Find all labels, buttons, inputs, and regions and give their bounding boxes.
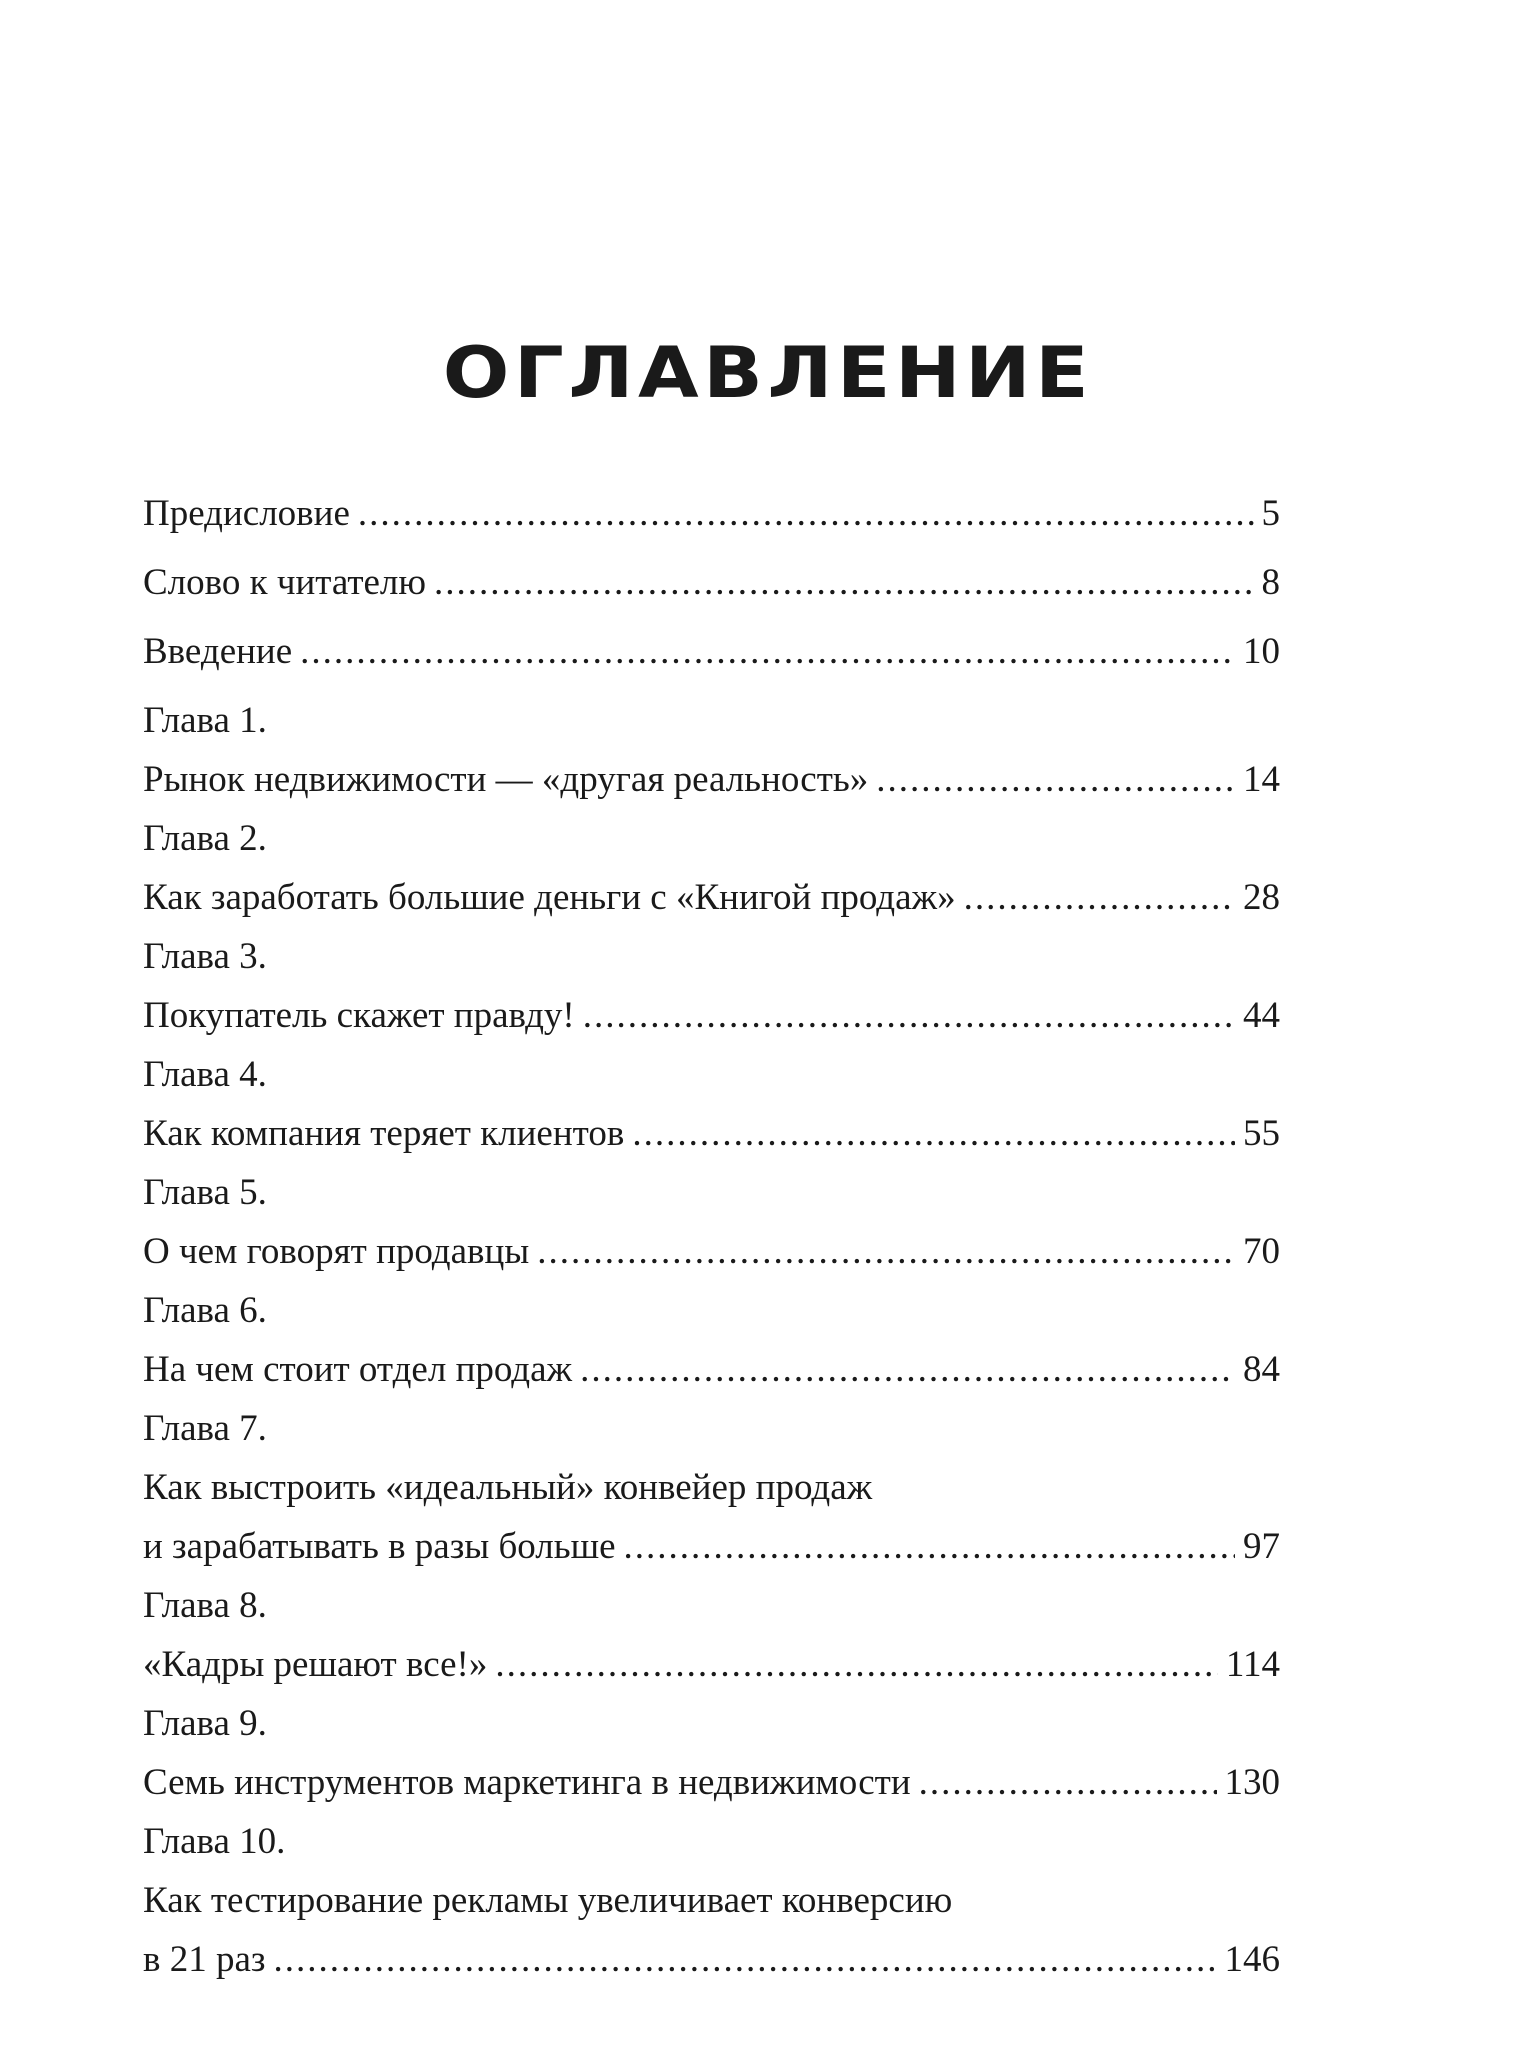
- toc-title-line: [143, 868, 1280, 927]
- chapter-number: Глава 5.: [143, 1172, 267, 1213]
- toc-title-text: «Кадры решают все!»: [143, 1644, 488, 1685]
- toc-chapter-label: [143, 809, 1280, 868]
- toc-entry[interactable]: [143, 691, 1280, 809]
- chapter-number: Глава 3.: [143, 936, 267, 977]
- toc-chapter-label: [143, 927, 1280, 986]
- page-number: 130: [1224, 1762, 1280, 1803]
- toc-title-line: [143, 1635, 1280, 1694]
- toc-title-text: О чем говорят продавцы: [143, 1231, 530, 1272]
- chapter-number: Глава 6.: [143, 1290, 267, 1331]
- toc-entry[interactable]: [143, 1812, 1280, 1989]
- toc-entry[interactable]: [143, 1163, 1280, 1281]
- toc-entry[interactable]: [143, 1399, 1280, 1576]
- toc-chapter-label: [143, 1576, 1280, 1635]
- page-number: 44: [1243, 995, 1280, 1036]
- toc-title-line: [143, 1930, 1280, 1989]
- chapter-number: Глава 8.: [143, 1585, 267, 1626]
- dot-leader: [300, 622, 1235, 681]
- toc-entry[interactable]: [143, 622, 1280, 681]
- toc-title-text: Покупатель скажет правду!: [143, 995, 575, 1036]
- toc-title-line: [143, 484, 1280, 543]
- entry-spacer: [143, 543, 1280, 553]
- toc-title-line: [143, 1517, 1280, 1576]
- toc-title-line: [143, 1458, 1280, 1517]
- toc-title-line: [143, 1104, 1280, 1163]
- dot-leader: [580, 1340, 1235, 1399]
- dot-leader: [876, 750, 1235, 809]
- page-number: 97: [1243, 1526, 1280, 1567]
- table-of-contents: [143, 484, 1280, 1989]
- toc-title-text: Как тестирование рекламы увеличивает конверсию: [143, 1880, 953, 1921]
- toc-chapter-label: [143, 1281, 1280, 1340]
- chapter-number: Глава 7.: [143, 1408, 267, 1449]
- toc-title-line: [143, 1222, 1280, 1281]
- dot-leader: [358, 484, 1254, 543]
- chapter-number: Глава 1.: [143, 700, 267, 741]
- toc-chapter-label: [143, 1045, 1280, 1104]
- page-number: 55: [1243, 1113, 1280, 1154]
- toc-title-line: [143, 553, 1280, 612]
- page-number: 5: [1261, 493, 1280, 534]
- chapter-number: Глава 10.: [143, 1821, 286, 1862]
- toc-title-text: в 21 раз: [143, 1939, 266, 1980]
- page-number: 28: [1243, 877, 1280, 918]
- toc-entry[interactable]: [143, 1281, 1280, 1399]
- toc-entry[interactable]: [143, 1576, 1280, 1694]
- toc-chapter-label: [143, 1399, 1280, 1458]
- toc-title-text: Введение: [143, 631, 293, 672]
- toc-chapter-label: [143, 1694, 1280, 1753]
- chapter-number: Глава 4.: [143, 1054, 267, 1095]
- toc-entry[interactable]: [143, 484, 1280, 543]
- dot-leader: [495, 1635, 1218, 1694]
- toc-chapter-label: [143, 691, 1280, 750]
- page-number: 84: [1243, 1349, 1280, 1390]
- dot-leader: [919, 1753, 1217, 1812]
- toc-title-text: Слово к читателю: [143, 562, 427, 603]
- toc-title-text: Как компания теряет клиентов: [143, 1113, 625, 1154]
- toc-title-line: [143, 622, 1280, 681]
- entry-spacer: [143, 612, 1280, 622]
- dot-leader: [964, 868, 1235, 927]
- toc-chapter-label: [143, 1163, 1280, 1222]
- toc-title-text: Рынок недвижимости — «другая реальность»: [143, 759, 869, 800]
- dot-leader: [583, 986, 1235, 1045]
- toc-entry[interactable]: [143, 927, 1280, 1045]
- toc-title-text: и зарабатывать в разы больше: [143, 1526, 616, 1567]
- toc-title-line: [143, 1871, 1280, 1930]
- toc-title-line: [143, 986, 1280, 1045]
- toc-title-line: [143, 1340, 1280, 1399]
- page-number: 10: [1243, 631, 1280, 672]
- toc-entry[interactable]: [143, 1045, 1280, 1163]
- page-title: ОГЛАВЛЕНИЕ: [442, 332, 1094, 414]
- page-number: 14: [1243, 759, 1280, 800]
- page-number: 70: [1243, 1231, 1280, 1272]
- toc-title-text: Семь инструментов маркетинга в недвижимости: [143, 1762, 911, 1803]
- toc-entry[interactable]: [143, 809, 1280, 927]
- toc-title-text: Предисловие: [143, 493, 350, 534]
- page-number: 114: [1225, 1644, 1280, 1685]
- toc-entry[interactable]: [143, 553, 1280, 612]
- dot-leader: [274, 1930, 1217, 1989]
- toc-title-text: Как заработать большие деньги с «Книгой продаж»: [143, 877, 956, 918]
- dot-leader: [632, 1104, 1235, 1163]
- toc-chapter-label: [143, 1812, 1280, 1871]
- dot-leader: [537, 1222, 1235, 1281]
- dot-leader: [624, 1517, 1235, 1576]
- toc-title-text: На чем стоит отдел продаж: [143, 1349, 573, 1390]
- toc-title-line: [143, 1753, 1280, 1812]
- dot-leader: [434, 553, 1253, 612]
- toc-title-line: [143, 750, 1280, 809]
- chapter-number: Глава 2.: [143, 818, 267, 859]
- page-number: 8: [1261, 562, 1280, 603]
- page-number: 146: [1224, 1939, 1280, 1980]
- toc-title-text: Как выстроить «идеальный» конвейер продаж: [143, 1467, 873, 1508]
- toc-entry[interactable]: [143, 1694, 1280, 1812]
- chapter-number: Глава 9.: [143, 1703, 267, 1744]
- entry-spacer: [143, 681, 1280, 691]
